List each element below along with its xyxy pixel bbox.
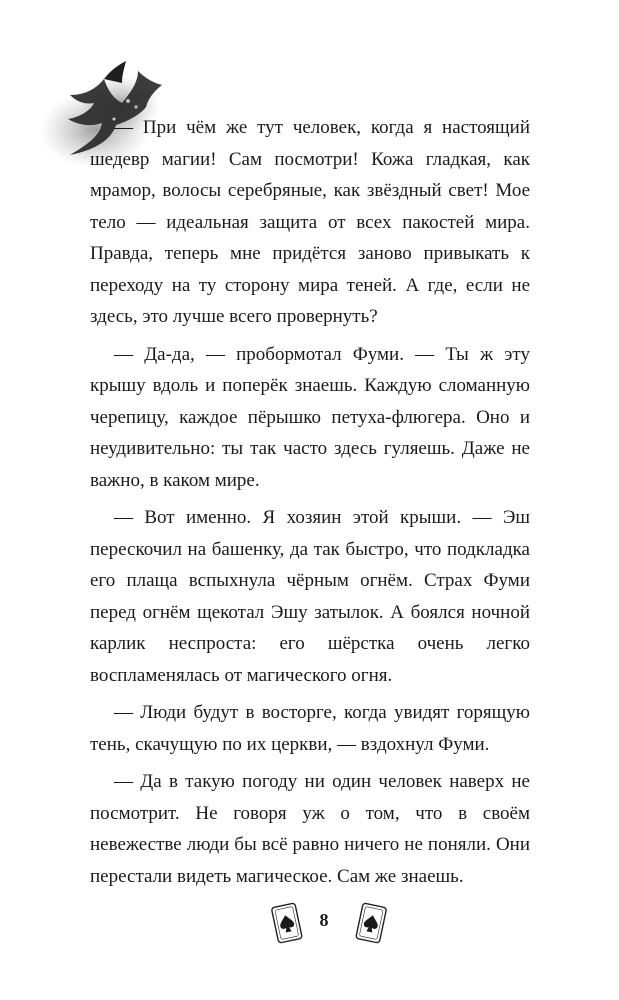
page-footer bbox=[0, 902, 619, 952]
body-text bbox=[90, 112, 530, 898]
paragraph: — Да-да, — пробормотал Фуми. — Ты ж эту крышу вдоль и поперёк знаешь. Каждую сломанную черепицу, каждое пёрышко петуха-флюгера. Оно и неудивительно: ты так часто здесь гуляешь. Даже не важно, в каком мире. bbox=[90, 343, 530, 491]
paragraph: — При чём же тут человек, когда я настоящий шедевр магии! Сам посмотри! Кожа гладкая, как мрамор, волосы серебряные, как звёздный свет! Мое тело — идеальная защита от всех пакостей мира. Правда, теперь мне придётся заново привыкать к переходу на ту сторону мира теней. А где, если не здесь, это лучше всего провернуть? bbox=[90, 117, 530, 327]
paragraph: — Люди будут в восторге, когда увидят горящую тень, скачущую по их церкви, — вздохнул Фуми. bbox=[90, 702, 530, 755]
paragraph: — Да в такую погоду ни один человек наверх не посмотрит. Не говоря уж о том, что в своём невежестве люди бы всё равно ничего не поняли. Они перестали видеть магическое. Сам же знаешь. bbox=[90, 771, 530, 887]
paragraph: — Вот именно. Я хозяин этой крыши. — Эш перескочил на башенку, да так быстро, что подкладка его плаща вспыхнула чёрным огнём. Страх Фуми перед огнём щекотал Эшу затылок. А боялся ночной карлик неспроста: его шёрстка очень легко воспламенялась от магического огня. bbox=[90, 507, 530, 686]
spade-card-icon bbox=[354, 902, 388, 946]
page-number: 8 bbox=[319, 910, 329, 930]
spade-card-icon bbox=[270, 902, 304, 946]
